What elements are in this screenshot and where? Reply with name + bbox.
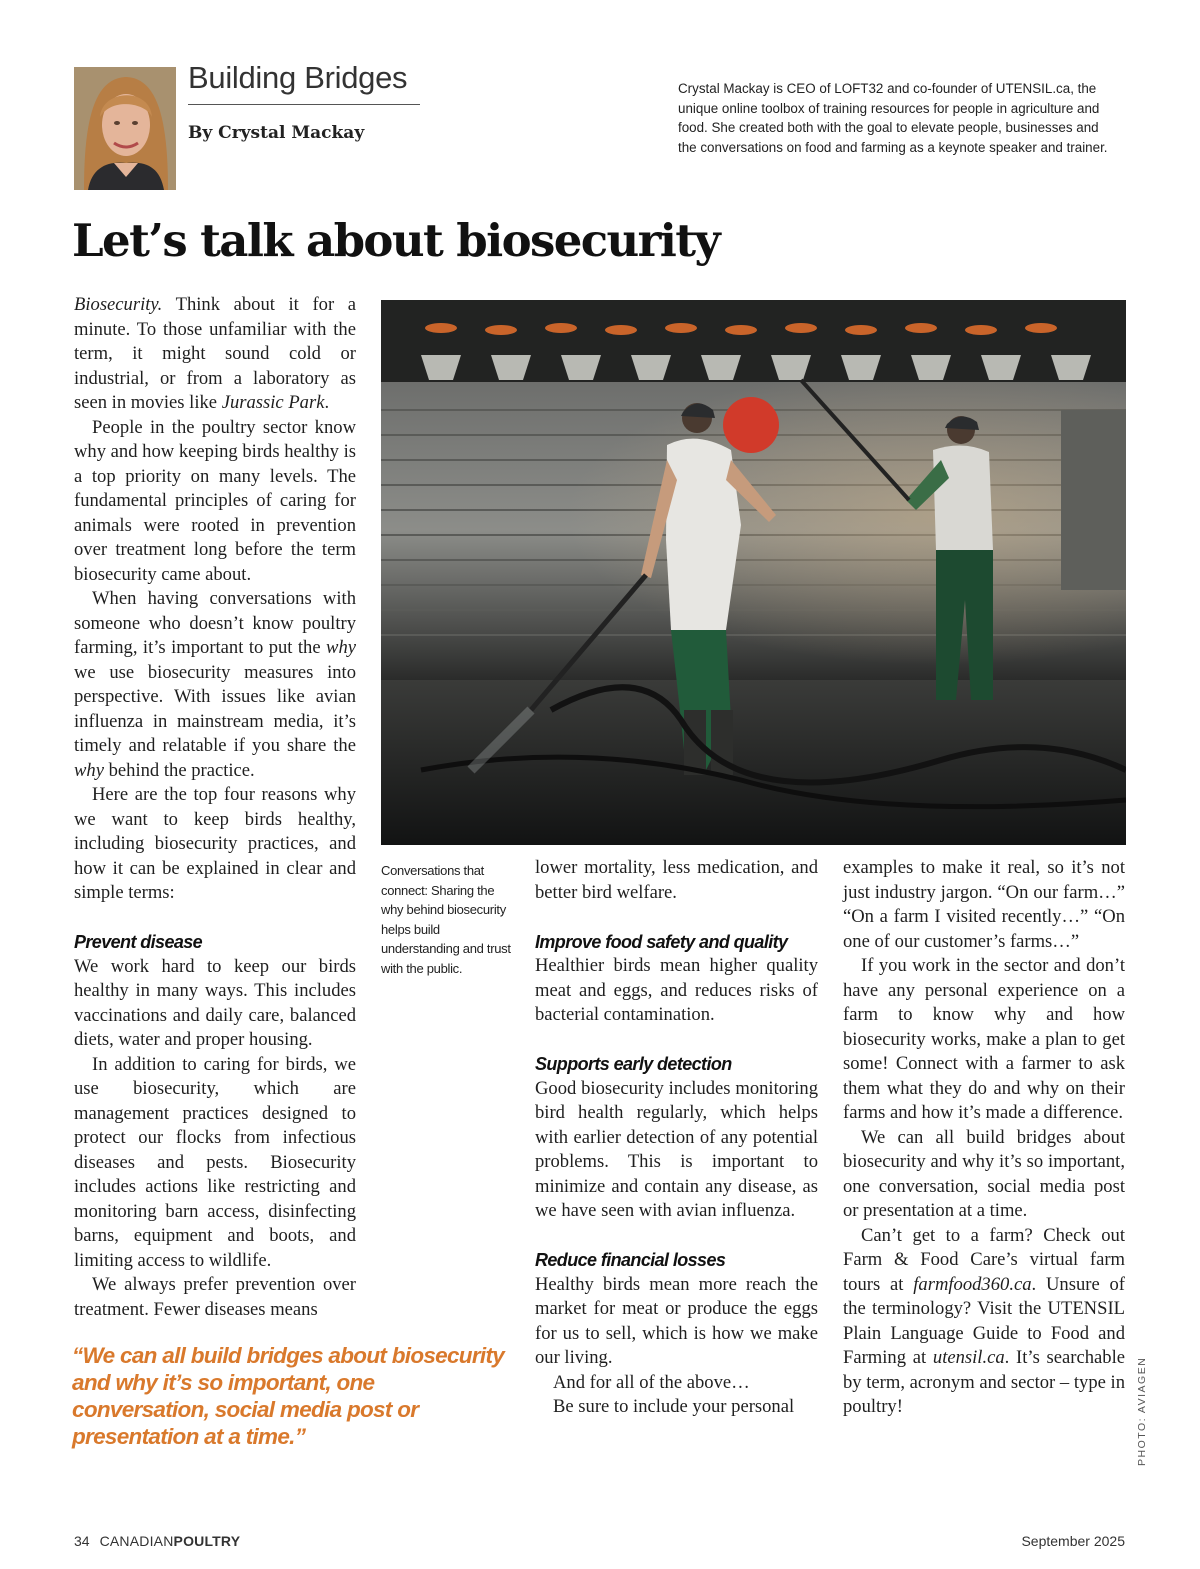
- paragraph: Healthy birds mean more reach the market for meat or produce the eggs for us to sell, which is how we make our living.: [535, 1273, 818, 1368]
- text: Think about it for a minute. To those unfamiliar with the term, it might sound cold or industrial, or from a laboratory as seen in movies like: [74, 294, 356, 413]
- article-headline: Let’s talk about biosecurity: [72, 214, 720, 267]
- photo-credit-text: PHOTO: AVIAGEN: [1136, 1356, 1148, 1466]
- page-number: 34: [74, 1533, 90, 1549]
- link-farmfood360[interactable]: farmfood360.ca: [913, 1273, 1032, 1295]
- body-column-1: [74, 293, 356, 1322]
- paragraph: examples to make it real, so it’s not just industry jargon. “On our farm…” “On a farm I visited recently…” “On one of our customer’s farms…”: [843, 857, 1125, 952]
- column-title: Building Bridges: [188, 60, 420, 105]
- text: we use biosecurity measures into perspective. With issues like avian influenza in mainstream media, it’s timely and relatable if you share the: [74, 661, 356, 756]
- issue-date: September 2025: [1021, 1533, 1125, 1549]
- paragraph: We always prefer prevention over treatment. Fewer diseases means: [74, 1274, 356, 1320]
- text: Can’t get to a farm? Check out Farm & Food Care’s virtual farm tours at: [843, 1224, 1125, 1295]
- paragraph: If you work in the sector and don’t have any personal experience on a farm to know why and how biosecurity works, make a plan to get some! Connect with a farmer to ask them what they do and why on their farms and how it’s made a difference.: [843, 955, 1125, 1123]
- italic-word: why: [326, 637, 356, 658]
- paragraph: [843, 1224, 1125, 1420]
- paragraph: We can all build bridges about biosecurity and why it’s so important, one conversation, social media post or presentation at a time.: [843, 1126, 1125, 1221]
- author-headshot: [74, 67, 176, 190]
- italic-term: Biosecurity.: [74, 294, 163, 315]
- pull-quote: “We can all build bridges about biosecurity and why it’s so important, one conversation, social media post or presentation at a time.”: [72, 1343, 505, 1449]
- footer-folio: [74, 1533, 240, 1549]
- text: . Unsure of the terminology? Visit the UTENSIL Plain Language Guide to Food and Farming at: [843, 1273, 1126, 1368]
- subheading-early-detection: Supports early detection: [535, 1054, 732, 1074]
- paragraph: [74, 587, 356, 783]
- paragraph: In addition to caring for birds, we use biosecurity, which are management practices designed to protect our flocks from infectious diseases and pests. Biosecurity includes actions like restricting and monitoring barn access, disinfecting barns, equipment and boots, and limiting access to wildlife.: [74, 1053, 356, 1271]
- paragraph: People in the poultry sector know why and how keeping birds healthy is a top priority on many levels. The fundamental principles of caring for animals were rooted in prevention over treatment long before the term biosecurity came about.: [74, 416, 356, 585]
- article-photo: [381, 300, 1126, 845]
- byline: By Crystal Mackay: [188, 123, 365, 143]
- paragraph: And for all of the above…: [553, 1371, 750, 1393]
- text: . It’s searchable by term, acronym and sector – type in poultry!: [843, 1347, 1125, 1417]
- body-column-2: [535, 856, 818, 1420]
- subheading-prevent-disease: Prevent disease: [74, 932, 203, 952]
- photo-caption: Conversations that connect: Sharing the why behind biosecurity helps build understanding and trust with the public.: [381, 863, 511, 976]
- paragraph: Good biosecurity includes monitoring bird health regularly, which helps with earlier detection of any potential problems. This is important to minimize and contain any disease, as we have seen with avian influenza.: [535, 1077, 818, 1221]
- text: When having conversations with someone who doesn’t know poultry farming, it’s important to put the: [74, 588, 356, 658]
- photo-credit: [1136, 1356, 1156, 1466]
- link-utensil[interactable]: utensil.ca: [932, 1347, 1005, 1368]
- subheading-food-safety: Improve food safety and quality: [535, 931, 788, 952]
- italic-word: why: [74, 759, 104, 781]
- publication-name-bold: POULTRY: [173, 1533, 241, 1549]
- paragraph: [74, 293, 356, 416]
- author-bio: Crystal Mackay is CEO of LOFT32 and co-founder of UTENSIL.ca, the unique online toolbox of training resources for people in agriculture and food. She created both with the goal to elevate people, businesses and the conversations on food and farming as a keynote speaker and trainer.: [678, 81, 1108, 155]
- text: .: [324, 392, 330, 413]
- body-column-3: [843, 856, 1125, 1420]
- subheading-financial-losses: Reduce financial losses: [535, 1250, 726, 1270]
- paragraph: Healthier birds mean higher quality meat and eggs, and reduces risks of bacterial contamination.: [535, 955, 818, 1025]
- paragraph: lower mortality, less medication, and better bird welfare.: [535, 857, 818, 903]
- publication-name-light: CANADIAN: [99, 1533, 174, 1549]
- paragraph: We work hard to keep our birds healthy in many ways. This includes vaccinations and daily care, balanced diets, water and proper housing.: [74, 955, 356, 1050]
- paragraph: Here are the top four reasons why we want to keep birds healthy, including biosecurity practices, and how it can be explained in clear and simple terms:: [74, 784, 356, 903]
- movie-title: Jurassic Park: [221, 392, 325, 413]
- text: behind the practice.: [103, 759, 255, 781]
- publication-name: [100, 1533, 241, 1549]
- paragraph: Be sure to include your personal: [553, 1396, 795, 1417]
